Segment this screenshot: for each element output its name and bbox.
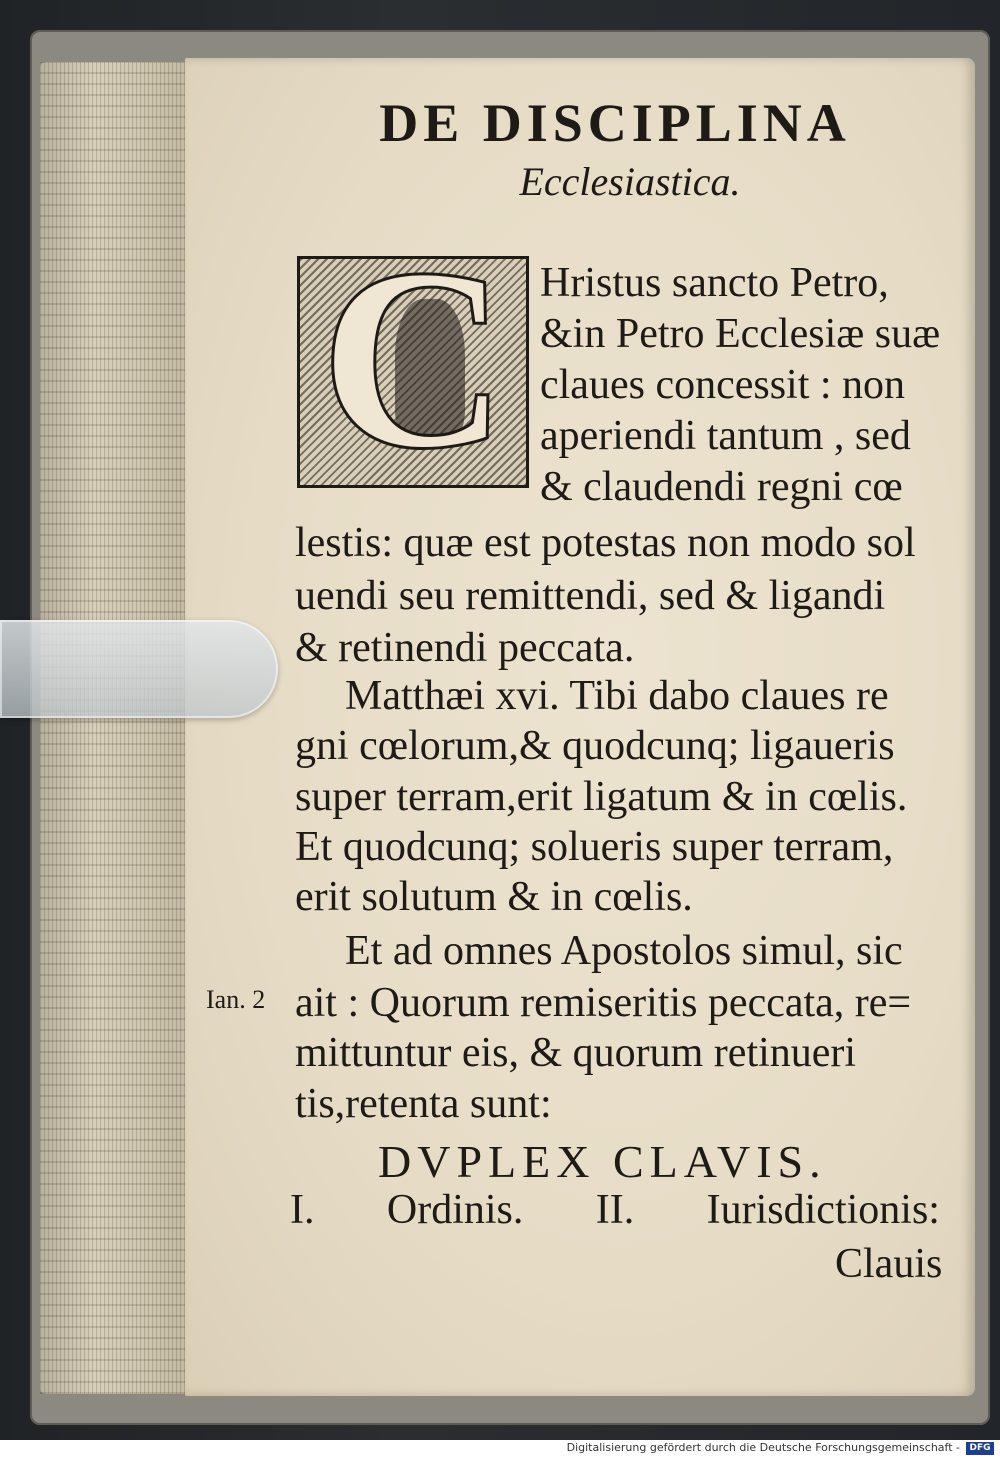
- text-line: Hristus sancto Petro,: [540, 260, 889, 306]
- page-title: DE DISCIPLINA: [379, 93, 851, 153]
- text-line: tis,retenta sunt:: [295, 1081, 552, 1127]
- initial-letter: C: [320, 256, 508, 488]
- text-line: &in Petro Ecclesiæ suæ: [540, 311, 941, 357]
- section-heading: DVPLEX CLAVIS.: [378, 1136, 827, 1187]
- dfg-logo-icon: DFG: [966, 1442, 994, 1455]
- text-line: Et ad omnes Apostolos simul, sic: [345, 928, 903, 974]
- text-line: uendi seu remittendi, sed & ligandi: [295, 573, 886, 619]
- text-line: & claudendi regni cœ: [540, 464, 903, 510]
- text-line: lestis: quæ est potestas non modo sol: [295, 520, 916, 566]
- text-line: aperiendi tantum , sed: [540, 413, 911, 459]
- order-numeral-2: II.: [595, 1187, 635, 1233]
- margin-note: Ian. 2: [206, 985, 266, 1014]
- text-line: ait : Quorum remiseritis peccata, re=: [295, 980, 912, 1026]
- text-line: super terram,erit ligatum & in cœlis.: [295, 774, 908, 820]
- order-term-2: Iurisdictionis:: [706, 1187, 940, 1233]
- text-line: Et quodcunq; solueris super terram,: [295, 824, 894, 870]
- page-clip: [0, 620, 278, 718]
- footer-bar: [0, 1440, 1000, 1458]
- page-subtitle: Ecclesiastica.: [519, 159, 741, 204]
- order-term-1: Ordinis.: [386, 1187, 524, 1233]
- catchword: Clauis: [835, 1241, 943, 1287]
- text-line: mittuntur eis, & quorum retinueri: [295, 1030, 857, 1076]
- text-line: Matthæi xvi. Tibi dabo claues re: [345, 673, 889, 719]
- text-line: gni cœlorum,& quodcunq; ligaueris: [295, 723, 895, 769]
- order-numeral-1: I.: [290, 1187, 315, 1233]
- text-line: claues concessit : non: [540, 362, 906, 408]
- text-line: erit solutum & in cœlis.: [295, 874, 693, 920]
- woodcut-initial: [297, 256, 529, 488]
- order-line: [290, 1186, 940, 1234]
- page-edges: [40, 62, 195, 1394]
- text-line: & retinendi peccata.: [295, 625, 635, 671]
- footer-credit: Digitalisierung gefördert durch die Deutsche Forschungsgemeinschaft -: [566, 1441, 960, 1454]
